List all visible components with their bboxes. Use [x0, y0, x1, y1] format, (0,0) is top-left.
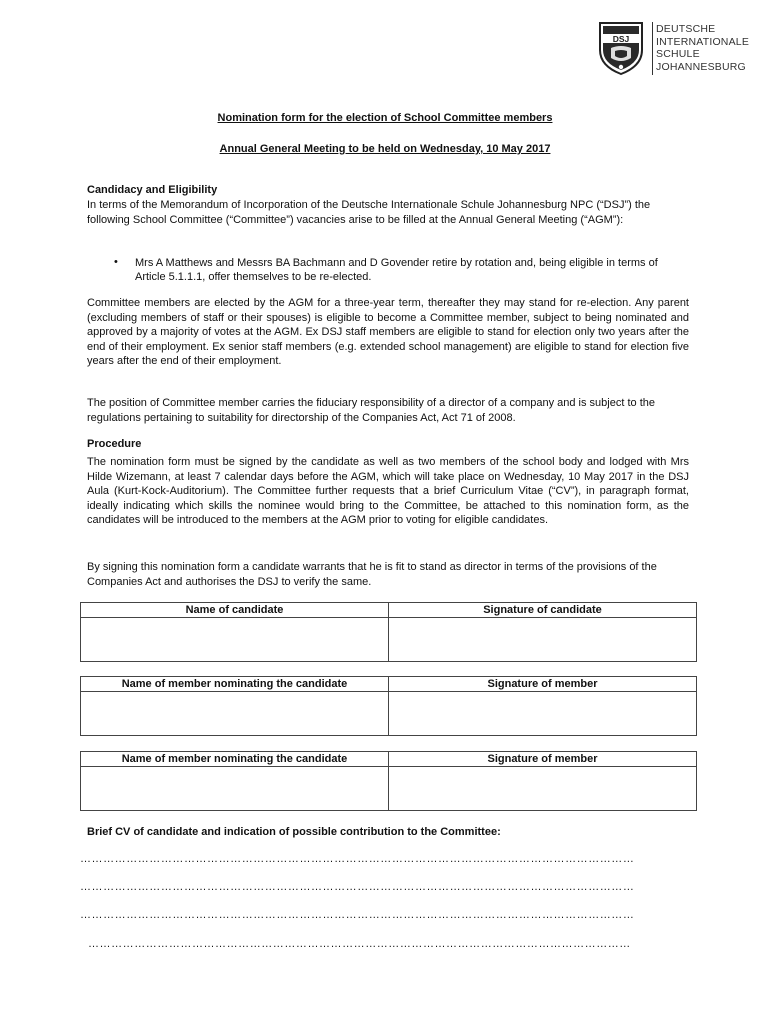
candidacy-intro: In terms of the Memorandum of Incorporation of the Deutsche Internationale Schule Johannesburg NPC (“DSJ”) the following School Committee (“Committee”) vacancies arise to be filled at the Annual General Meeting (“AGM”): [87, 199, 651, 226]
document-subtitle: Annual General Meeting to be held on Wednesday, 10 May 2017 [219, 143, 551, 155]
nominator-1-signature-table [80, 676, 697, 736]
document-title: Nomination form for the election of School Committee members [217, 112, 553, 124]
nominator-2-name-field[interactable] [81, 767, 389, 811]
nominator-2-signature-table [80, 751, 697, 811]
procedure-paragraph-1: The nomination form must be signed by the candidate as well as two members of the school body and lodged with Mrs Hilde Wizemann, at least 7 calendar days before the AGM, which will take place on Wednesday, 10 May 2017 in the DSJ Aula (Kurt-Kock-Auditorium). The Committee further requests that a brief Curriculum Vitae (“CV”), in paragraph format, ideally indicating which skills the nominee would bring to the Committee, be attached to this nomination form, as the candidates will be introduced to the members at the AGM prior to voting for eligible candidates. [87, 456, 689, 526]
nominator-2-signature-header: Signature of member [389, 752, 697, 767]
candidate-name-field[interactable] [81, 618, 389, 662]
logo-divider [652, 22, 653, 75]
logo-line-3: SCHULE [656, 48, 700, 60]
candidate-signature-table [80, 602, 697, 662]
cv-line-4[interactable]: …………………………………………………………………………………………………………………………… [88, 938, 631, 950]
candidate-signature-field[interactable] [389, 618, 697, 662]
nominator-1-name-field[interactable] [81, 692, 389, 736]
logo-line-4: JOHANNESBURG [656, 60, 746, 73]
candidate-signature-header: Signature of candidate [389, 603, 697, 618]
procedure-heading: Procedure [87, 438, 142, 450]
logo-line-2: INTERNATIONALE [656, 35, 750, 48]
nominator-1-signature-field[interactable] [389, 692, 697, 736]
nominator-1-name-header: Name of member nominating the candidate [81, 677, 389, 692]
dsj-crest-logo [597, 20, 645, 81]
cv-line-3[interactable]: ……………………………………………………………………………………………………………………………… [80, 909, 635, 921]
nominator-2-name-header: Name of member nominating the candidate [81, 752, 389, 767]
candidacy-paragraph-3: The position of Committee member carries the fiduciary responsibility of a director of a company and is subject to the regulations pertaining to suitability for directorship of the Companies Act, Act 71 of 2008. [87, 397, 655, 424]
procedure-paragraph-2: By signing this nomination form a candidate warrants that he is fit to stand as director in terms of the provisions of the Companies Act and authorises the DSJ to verify the same. [87, 561, 657, 588]
candidacy-heading: Candidacy and Eligibility [87, 184, 218, 196]
candidacy-paragraph-2: Committee members are elected by the AGM for a three-year term, thereafter they may stand for re-election. Any parent (excluding members of staff or their spouses) is eligible to become a Committee member, subject to being nominated and approved by a majority of votes at the AGM. Ex DSJ staff members are eligible to stand for election only two years after the end of their employment. Ex senior staff members (e.g. extended school management) are eligible to stand for election five years after the end of their employment. [87, 297, 689, 367]
cv-line-2[interactable]: ……………………………………………………………………………………………………………………………… [80, 881, 635, 893]
logo-line-1: DEUTSCHE [656, 23, 716, 35]
nominator-1-signature-header: Signature of member [389, 677, 697, 692]
bullet-marker: • [114, 256, 118, 268]
candidacy-bullet: Mrs A Matthews and Messrs BA Bachmann and D Govender retire by rotation and, being eligible in terms of Article 5.1.1.1, offer themselves to be re-elected. [135, 257, 658, 283]
cv-line-1[interactable]: ……………………………………………………………………………………………………………………………… [80, 853, 635, 865]
logo-monogram: DSJ [612, 34, 630, 44]
school-name-logotype [656, 23, 749, 73]
nominator-2-signature-field[interactable] [389, 767, 697, 811]
candidate-name-header: Name of candidate [81, 603, 389, 618]
cv-heading: Brief CV of candidate and indication of possible contribution to the Committee: [87, 826, 501, 838]
